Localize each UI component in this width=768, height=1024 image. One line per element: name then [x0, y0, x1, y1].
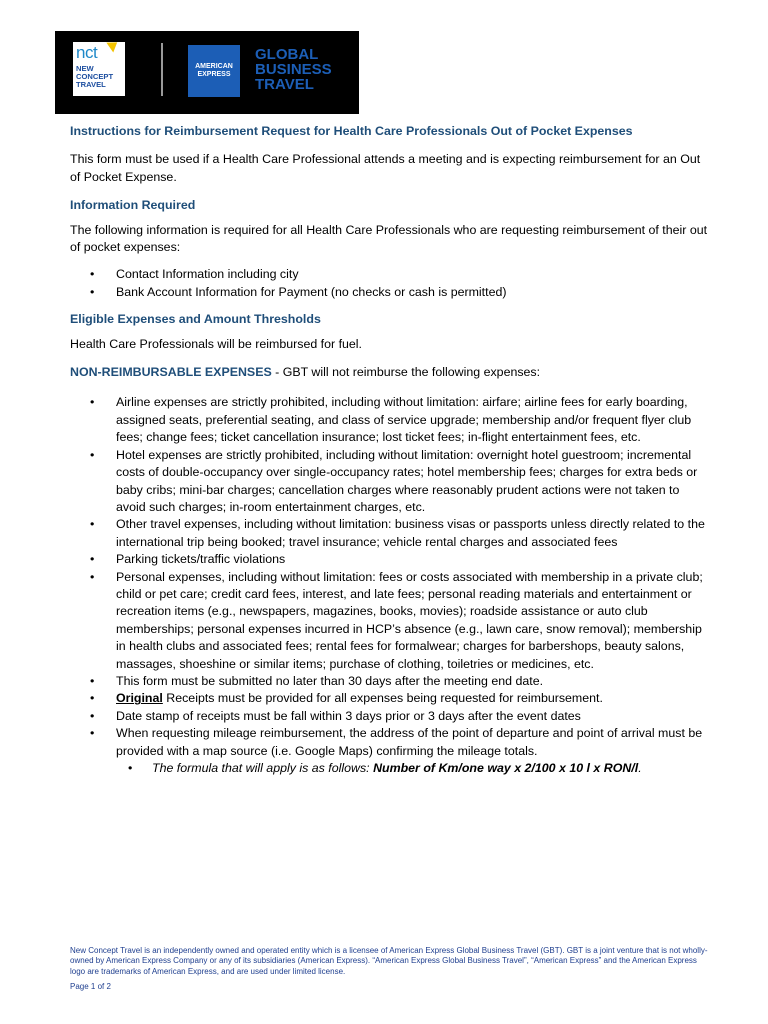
list-item: • The formula that will apply is as follows: Number of Km/one way x 2/100 x 10 l x RON/l. [70, 760, 710, 777]
header-banner [55, 31, 359, 114]
list-item: • Original Receipts must be provided for all expenses being requested for reimbursement. [70, 690, 710, 707]
non-reimbursable-label: NON-REIMBURSABLE EXPENSES [70, 365, 272, 380]
nct-logo [73, 42, 125, 96]
amex-logo-line-2: EXPRESS [197, 71, 231, 78]
amex-logo-line-1: AMERICAN [195, 63, 233, 70]
gbt-line-1: GLOBAL [255, 46, 319, 63]
formula: Number of Km/one way x 2/100 x 10 l x RON/l [373, 761, 639, 775]
bullet-icon: • [90, 726, 95, 741]
bullet-icon: • [90, 552, 95, 567]
non-reimbursable-text: - GBT will not reimburse the following expenses: [271, 365, 541, 380]
bullet-icon: • [90, 267, 95, 282]
bullet-icon: • [90, 517, 95, 532]
list-item: • Airline expenses are strictly prohibited, including without limitation: airfare; airline fees for early boarding, assigned seats, preferential seating, and class of service upgrade; membership and/or frequent flyer club fees; change fees; ticket cancellation insurance; lost ticket fees; in-flight entertainment fees, etc. [90, 395, 692, 445]
eligible-paragraph: Health Care Professionals will be reimbursed for fuel. [70, 336, 362, 351]
list-item: • Parking tickets/traffic violations [70, 551, 710, 568]
info-heading: Information Required [70, 198, 196, 213]
eligible-heading: Eligible Expenses and Amount Thresholds [70, 312, 321, 327]
list-item: • Other travel expenses, including without limitation: business visas or passports unless directly related to the international trip being booked; travel insurance; vehicle rental charges and associated fees [90, 517, 705, 549]
bullet-icon: • [90, 447, 95, 462]
bullet-icon: • [90, 691, 95, 706]
bullet-icon: • [128, 761, 133, 775]
page-number: Page 1 of 2 [70, 982, 111, 991]
bullet-icon: • [90, 673, 95, 688]
gbt-wordmark [255, 47, 332, 92]
nct-arrow-icon [106, 38, 120, 53]
gbt-line-3: TRAVEL [255, 76, 314, 93]
info-list [70, 266, 710, 301]
document-body [70, 123, 710, 777]
bullet-icon: • [90, 708, 95, 723]
nct-line-3: TRAVEL [76, 80, 106, 89]
original-emphasis: Original [116, 691, 163, 706]
document-title: Instructions for Reimbursement Request for Health Care Professionals Out of Pocket Expenses [70, 124, 633, 138]
bullet-icon: • [90, 569, 95, 584]
amex-logo [188, 45, 240, 97]
list-item: • Personal expenses, including without limitation: fees or costs associated with membership in a private club; child or pet care; credit card fees, interest, and late fees; personal reading materials and entertainment or recreation items (e.g., newspapers, magazines, books, movies); roadside assistance or auto club memberships; personal expenses incurred in HCP’s absence (e.g., lawn care, snow removal); membership in health clubs and associated fees; rental fees for formalwear; charges for barbershops, beauty salons, massages, shoeshine or similar items; purchase of clothing, toiletries or medicines, etc. [90, 569, 703, 671]
non-reimbursable-list [70, 394, 710, 760]
list-item: • Bank Account Information for Payment (no checks or cash is permitted) [70, 284, 710, 301]
intro-paragraph: This form must be used if a Health Care Professional attends a meeting and is expecting reimbursement for an Out of Pocket Expense. [70, 152, 701, 184]
list-item: • Contact Information including city [70, 266, 710, 283]
list-item: • This form must be submitted no later than 30 days after the meeting end date. [70, 673, 710, 690]
nct-line-2: CONCEPT [76, 72, 114, 81]
formula-list [70, 760, 710, 777]
footer-disclaimer: New Concept Travel is an independently owned and operated entity which is a licensee of American Express Global Business Travel (GBT). GBT is a joint venture that is not wholly-owned by American Express Company or any of its subsidiaries (American Express). “American Express Global Business Travel”, “American Express” and the American Express logo are trademarks of American Express, and are used under limited license. [70, 946, 708, 976]
list-item: • Date stamp of receipts must be fall within 3 days prior or 3 days after the event dates [70, 708, 710, 725]
info-paragraph: The following information is required for all Health Care Professionals who are requesting reimbursement of their out of pocket expenses: [70, 222, 708, 255]
bullet-icon: • [90, 284, 95, 299]
nct-line-1: NEW [76, 64, 94, 73]
logo-divider [161, 43, 163, 96]
list-item: • Hotel expenses are strictly prohibited, including without limitation: overnight hotel guestroom; incremental costs of double-occupancy over single-occupancy rates; hotel membership fees; charges for extra beds or baby cribs; mini-bar charges; cancellation charges where reasonably prudent actions were not taken to avoid such charges; in-room entertainment charges, etc. [90, 447, 698, 514]
list-item: • When requesting mileage reimbursement, the address of the point of departure and point of arrival must be provided with a map source (i.e. Google Maps) confirming the mileage totals. [90, 726, 703, 758]
bullet-icon: • [90, 395, 95, 410]
nct-logo-text: nct [76, 43, 98, 62]
gbt-line-2: BUSINESS [255, 61, 332, 78]
non-reimbursable-intro [70, 364, 710, 381]
